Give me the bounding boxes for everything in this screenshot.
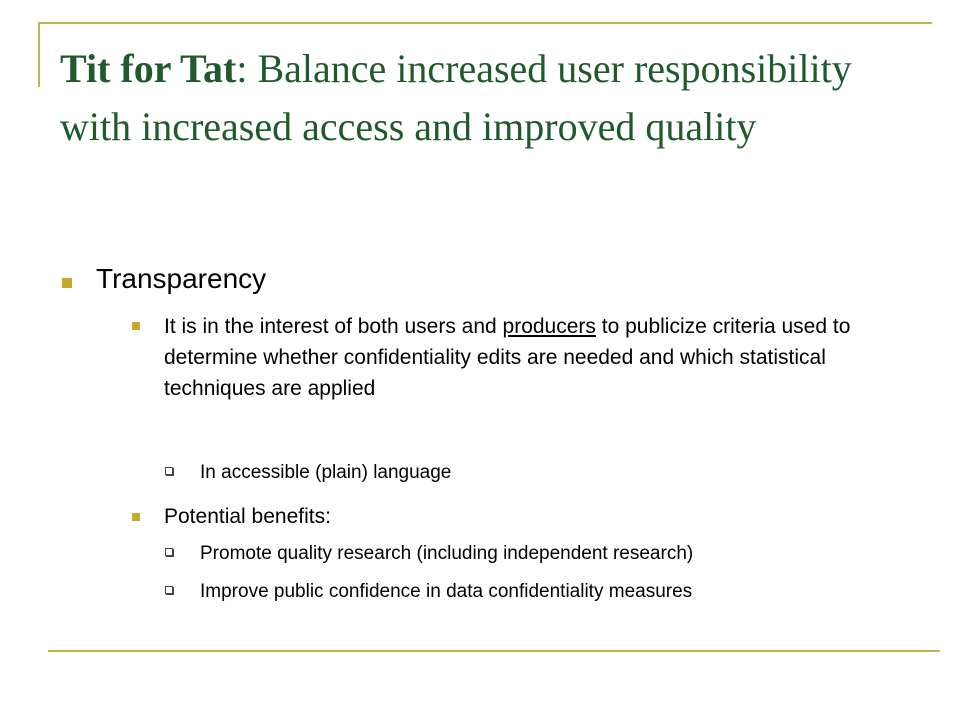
- bullet-icon: [62, 278, 72, 288]
- left-rule: [38, 22, 40, 87]
- bullet-transparency: Transparency: [96, 263, 267, 294]
- checkbox-bullet-icon: [165, 586, 173, 594]
- title-bold: Tit for Tat: [60, 46, 237, 91]
- bullet-benefit-2: Improve public confidence in data confidentiality measures: [200, 581, 693, 602]
- bottom-rule: [48, 650, 940, 652]
- producers-link[interactable]: producers: [502, 315, 596, 338]
- bullet-icon: [132, 322, 140, 330]
- bullet-benefit-1: Promote quality research (including independent research): [200, 543, 694, 564]
- bullet-benefits: Potential benefits:: [164, 505, 331, 528]
- bullet-plain-language: In accessible (plain) language: [200, 462, 452, 483]
- checkbox-bullet-icon: [165, 548, 173, 556]
- interest-text-after: to publicize criteria used to determine whether confidentiality edits are needed and which statistical techniques are applied: [164, 315, 851, 400]
- top-rule: [40, 22, 932, 24]
- bullet-icon: [132, 513, 140, 521]
- title-rest: : Balance increased user responsibility with increased access and improved quality: [60, 46, 852, 149]
- slide-title: [60, 40, 920, 156]
- checkbox-bullet-icon: [165, 467, 173, 475]
- interest-text-before: It is in the interest of both users and: [164, 315, 503, 338]
- bullet-interest: [164, 311, 864, 404]
